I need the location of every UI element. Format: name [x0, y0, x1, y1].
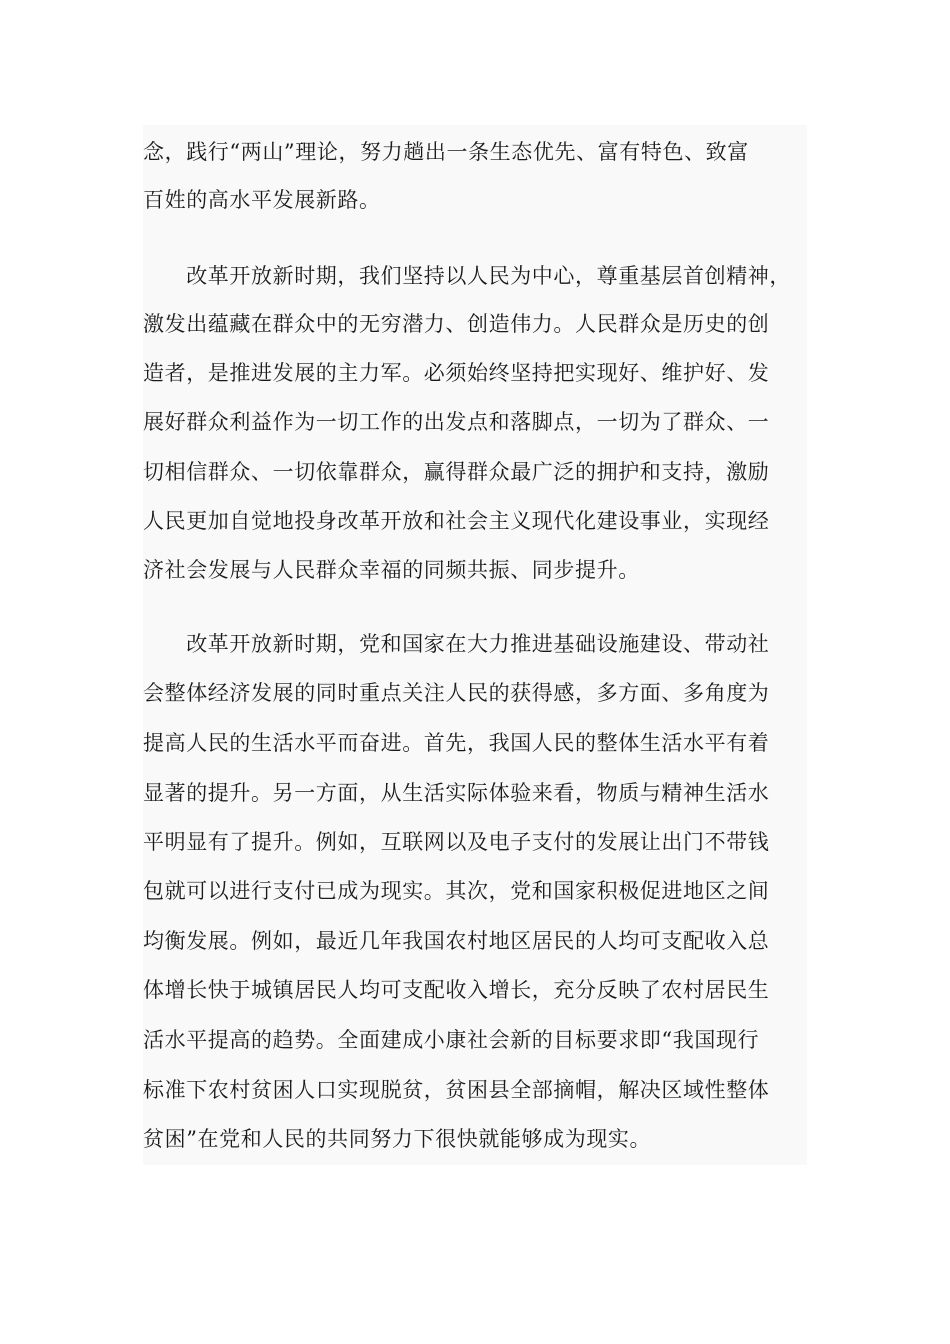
text-line: 活水平提高的趋势。全面建成小康社会新的目标要求即“我国现行	[143, 1028, 760, 1052]
text-line: 体增长快于城镇居民人均可支配收入增长，充分反映了农村居民生	[143, 978, 770, 1002]
text-line: 改革开放新时期，我们坚持以人民为中心，尊重基层首创精神，	[143, 264, 791, 288]
text-line: 显著的提升。另一方面，从生活实际体验来看，物质与精神生活水	[143, 781, 770, 805]
text-line: 包就可以进行支付已成为现实。其次，党和国家积极促进地区之间	[143, 879, 770, 903]
text-line: 念，践行“两山”理论，努力趟出一条生态优先、富有特色、致富	[143, 140, 749, 164]
text-line: 激发出蕴藏在群众中的无穷潜力、创造伟力。人民群众是历史的创	[143, 312, 770, 336]
text-line: 造者，是推进发展的主力军。必须始终坚持把实现好、维护好、发	[143, 361, 770, 385]
text-line: 切相信群众、一切依靠群众，赢得群众最广泛的拥护和支持，激励	[143, 460, 770, 484]
text-line: 展好群众利益作为一切工作的出发点和落脚点，一切为了群众、一	[143, 410, 770, 434]
text-line: 济社会发展与人民群众幸福的同频共振、同步提升。	[143, 558, 640, 582]
text-line: 百姓的高水平发展新路。	[143, 188, 381, 212]
text-line: 贫困”在党和人民的共同努力下很快就能够成为现实。	[143, 1127, 652, 1151]
text-line: 平明显有了提升。例如，互联网以及电子支付的发展让出门不带钱	[143, 830, 770, 854]
text-line: 人民更加自觉地投身改革开放和社会主义现代化建设事业，实现经	[143, 509, 770, 533]
text-line: 改革开放新时期，党和国家在大力推进基础设施建设、带动社	[143, 632, 770, 656]
text-line: 标准下农村贫困人口实现脱贫，贫困县全部摘帽，解决区域性整体	[143, 1078, 770, 1102]
text-line: 会整体经济发展的同时重点关注人民的获得感，多方面、多角度为	[143, 681, 770, 705]
text-line: 均衡发展。例如，最近几年我国农村地区居民的人均可支配收入总	[143, 929, 770, 953]
text-line: 提高人民的生活水平而奋进。首先，我国人民的整体生活水平有着	[143, 731, 770, 755]
